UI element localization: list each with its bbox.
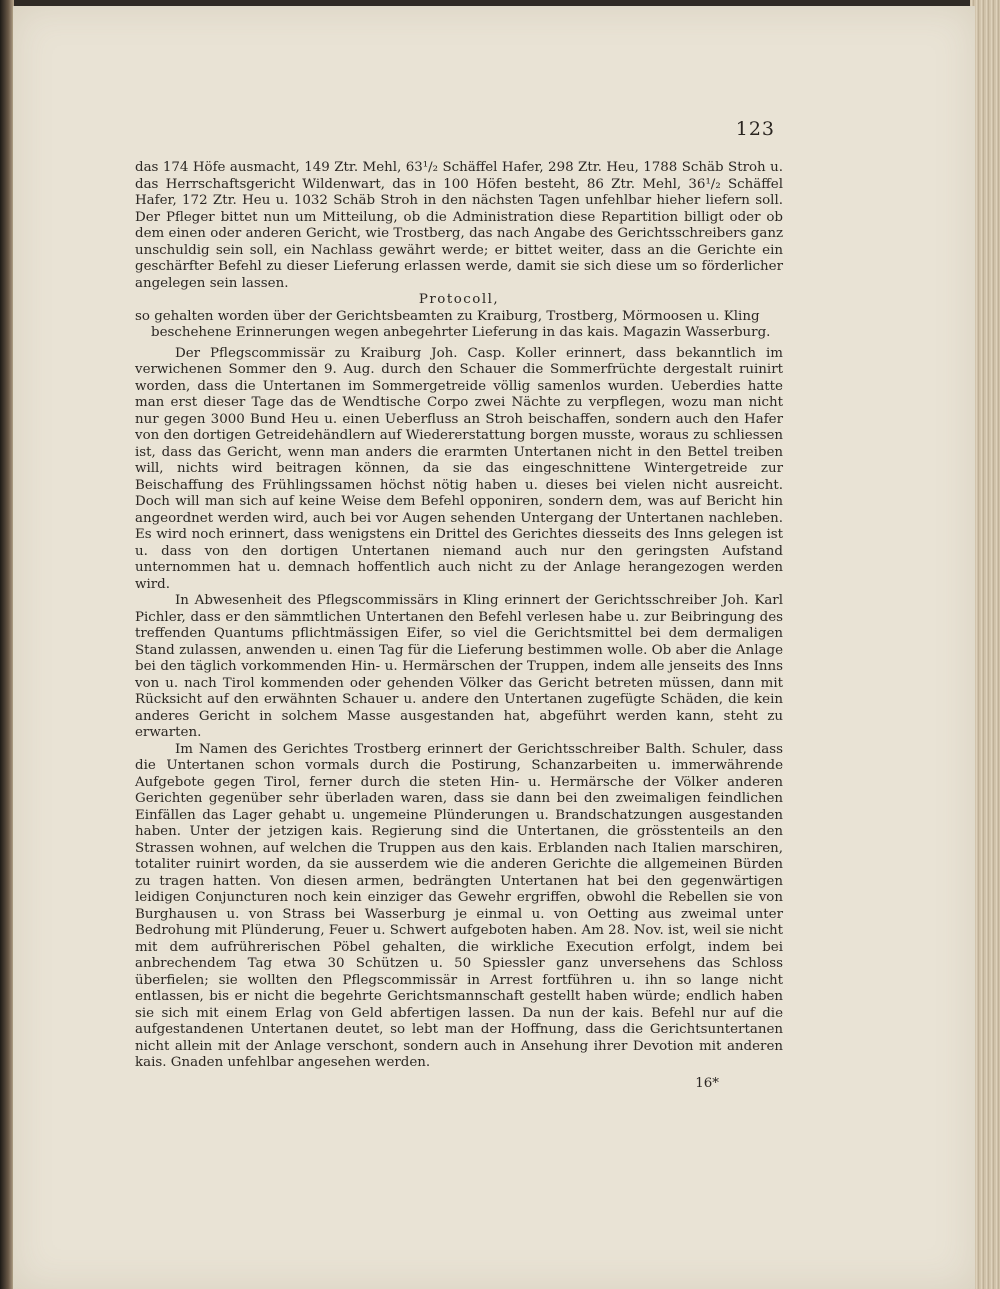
signature-mark: 16*	[695, 1075, 719, 1091]
paragraph-continuation: das 174 Höfe ausmacht, 149 Ztr. Mehl, 63¹/₂ Schäffel Hafer, 298 Ztr. Heu, 1788 Schäb Stroh u. das Herrschaftsgericht Wildenwart, das in 100 Höfen besteht, 86 Ztr. Mehl, 36¹/₂ Schäffel Hafer, 172 Ztr. Heu u. 1032 Schäb Stroh in den nächsten Tagen unfehlbar hieher liefern soll. Der Pfleger bittet nun um Mitteilung, ob die Administration diese Repartition billigt oder ob dem einen oder anderen Gericht, wie Trostberg, das nach Angabe des Gerichtsschreibers ganz unschuldig sein soll, ein Nachlass gewährt werde; er bittet weiter, dass an die Gerichte ein geschärfter Befehl zu dieser Lieferung erlassen werde, damit sie sich diese um so förderlicher angelegen sein lassen.	[135, 160, 783, 291]
page-number: 123	[735, 118, 775, 140]
subheading-line-2: beschehene Erinnerungen wegen anbegehrter Lieferung in das kais. Magazin Wasserburg.	[151, 325, 771, 340]
paragraph-trostberg: Im Namen des Gerichtes Trostberg erinnert der Gerichtsschreiber Balth. Schuler, dass die Untertanen schon vormals durch die Postirung, Schanzarbeiten u. immerwährende Aufgebote gegen Tirol, ferner durch die steten Hin- u. Hermärsche der Völker anderen Gerichten gegenüber sehr überladen waren, dass sie dann bei den zweimaligen feindlichen Einfällen das Lager gehabt u. ungemeine Plünderungen u. Brandschatzungen ausgestanden haben. Unter der jetzigen kais. Regierung sind die Untertanen, die grösstenteils an den Strassen wohnen, auf welchen die Truppen aus den kais. Erblanden nach Italien marschiren, totaliter ruinirt worden, da sie ausserdem wie die anderen Gerichte die allgemeinen Bürden zu tragen hatten. Von diesen armen, bedrängten Untertanen hat bei den gegenwärtigen leidigen Conjuncturen noch kein einziger das Gewehr ergriffen, obwohl die Rebellen sie von Burghausen u. von Strass bei Wasserburg je einmal u. von Oetting aus zweimal unter Bedrohung mit Plünderung, Feuer u. Schwert aufgeboten haben. Am 28. Nov. ist, weil sie nicht mit dem aufrührerischen Pöbel gehalten, die wirkliche Execution erfolgt, indem bei anbrechendem Tag etwa 30 Schützen u. 50 Spiessler ganz unversehens das Schloss überfielen; sie wollten den Pflegscommissär in Arrest fortführen u. ihn so lange nicht entlassen, bis er nicht die begehrte Gerichtsmannschaft gestellt haben würde; endlich haben sie sich mit einem Erlag von Geld abfertigen lassen. Da nun der kais. Befehl nur auf die aufgestandenen Untertanen deutet, so lebt man der Hoffnung, dass die Gerichtsuntertanen nicht allein mit der Anlage verschont, sondern auch in Ansehung ihrer Devotion mit anderen kais. Gnaden unfehlbar angesehen werden.	[135, 741, 784, 1070]
subheading-line-1: so gehalten worden über der Gerichtsbeamten zu Kraiburg, Trostberg, Mörmoosen u. Kling	[135, 308, 760, 324]
paragraph-kling: In Abwesenheit des Pflegscommissärs in Kling erinnert der Gerichtsschreiber Joh. Karl Pichler, dass er den sämmtlichen Untertanen den Befehl verlesen habe u. zur Beibringung des treffenden Quantums pflichtmässigen Eifer, so viel die Gerichtsmittel bei dem dermaligen Stand zulassen, anwenden u. einen Tag für die Lieferung bestimmen wolle. Ob aber die Anlage bei den täglich vorkommenden Hin- u. Hermärschen der Truppen, indem alle jenseits des Inns von u. nach Tirol kommenden oder gehenden Völker das Gericht betreten müssen, dann mit Rücksicht auf den erwähnten Schauer u. andere den Untertanen zugefügte Schäden, die kein anderes Gericht in solchem Masse ausgestanden hat, abgeführt werden kann, steht zu erwarten.	[135, 593, 783, 740]
document-page	[12, 6, 975, 1289]
document-body	[135, 160, 783, 1092]
paragraph-kraiburg: Der Pflegscommissär zu Kraiburg Joh. Casp. Koller erinnert, dass bekanntlich im verwichenen Sommer den 9. Aug. durch den Schauer die Sommerfrüchte dergestalt ruinirt worden, dass die Untertanen im Sommergetreide völlig samenlos wurden. Ueberdies hatte man erst dieser Tage das de Wendtische Corpo zwei Nächte zu verpflegen, wozu man nicht nur gegen 3000 Bund Heu u. einen Ueberfluss an Stroh beischaffen, sondern auch den Hafer von den dortigen Getreidehändlern auf Wiedererstattung borgen musste, woraus zu schliessen ist, dass das Gericht, wenn man anders die erarmten Untertanen nicht in den Bettel treiben will, nichts wird beitragen können, da sie das eingeschnittene Wintergetreide zur Beischaffung des Frühlingssamen höchst nötig haben u. dieses bei vielen nicht ausreicht. Doch will man sich auf keine Weise dem Befehl opponiren, sondern dem, was auf Bericht hin angeordnet werden wird, auch bei vor Augen sehenden Untergang der Untertanen nachleben. Es wird noch erinnert, dass wenigstens ein Drittel des Gerichtes diesseits des Inns gelegen ist u. dass von den dortigen Untertanen niemand auch nur den geringsten Aufstand unternommen hat u. demnach hoffentlich auch nicht zu der Anlage herangezogen werden wird.	[135, 345, 783, 592]
protocol-heading: Protocoll,	[418, 292, 500, 307]
protocol-subheading	[135, 309, 783, 342]
